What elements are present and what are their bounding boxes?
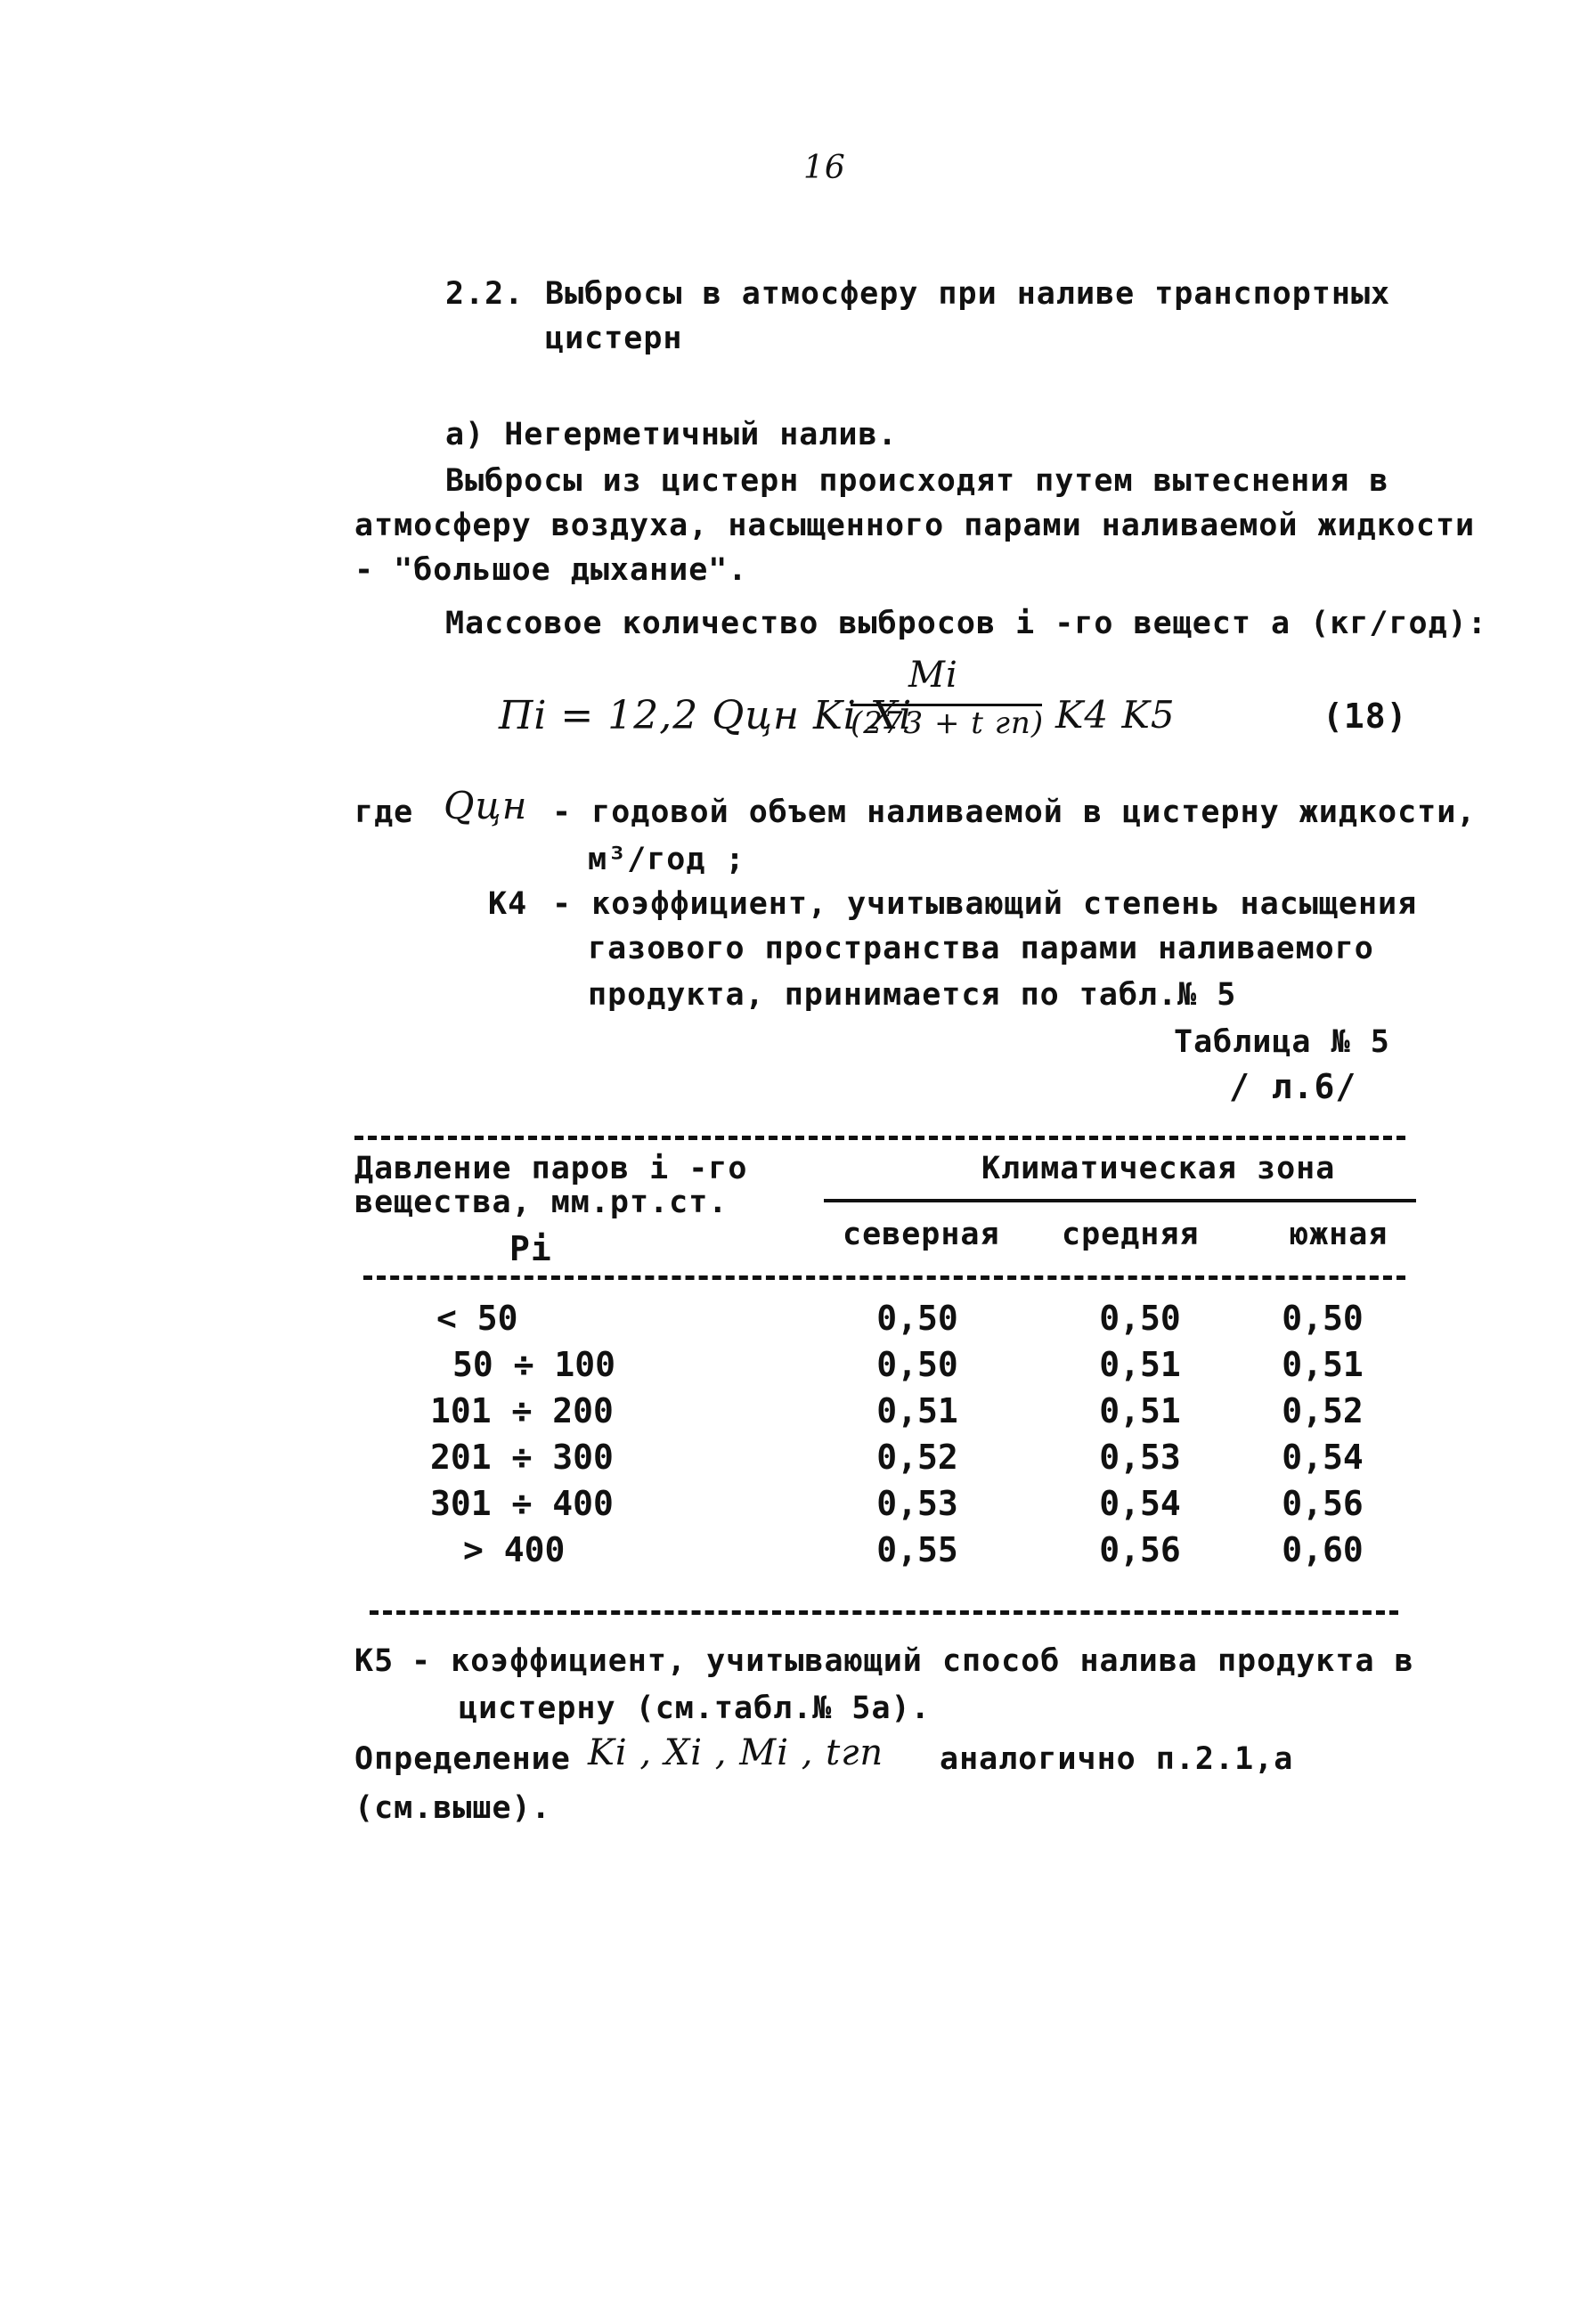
value-south: 0,54: [1282, 1438, 1364, 1477]
col1-header-symbol: Pi: [509, 1229, 552, 1268]
value-north: 0,50: [876, 1345, 958, 1384]
value-north: 0,51: [876, 1391, 958, 1430]
value-north: 0,52: [876, 1438, 958, 1477]
pressure-range: < 50: [436, 1299, 518, 1338]
k5-definition-line1: - коэффициент, учитывающий способ налива продукта в: [411, 1643, 1414, 1679]
q-symbol: Qцн: [444, 784, 528, 827]
where-label: где: [354, 794, 414, 830]
paragraph-line2: атмосферу воздуха, насыщенного парами наливаемой жидкости: [354, 508, 1476, 543]
value-middle: 0,51: [1099, 1391, 1181, 1430]
value-north: 0,53: [876, 1484, 958, 1523]
value-south: 0,60: [1282, 1530, 1364, 1569]
col1-header-line2: вещества, мм.рт.ст.: [354, 1185, 729, 1220]
k4-definition-line2: газового пространства парами наливаемого: [588, 931, 1374, 966]
subsection-heading: а) Негерметичный налив.: [445, 417, 898, 452]
formula-tail: K4 K5: [1055, 693, 1176, 737]
table-caption: Таблица № 5: [1174, 1024, 1390, 1060]
definition-symbols: Ki , Xi , Mi , tгп: [588, 1732, 884, 1773]
paragraph-line3: - "большое дыхание".: [354, 552, 748, 588]
mass-quantity-line: Массовое количество выбросов i -го вещест а (кг/год):: [445, 606, 1487, 641]
formula-lhs: Пi = 12,2 Qцн Ki Xi: [499, 693, 913, 738]
zone-south: южная: [1290, 1217, 1388, 1252]
table-header-rule: [363, 1275, 1405, 1280]
value-middle: 0,50: [1099, 1299, 1181, 1338]
formula-denominator: (273 + t гп): [851, 705, 1045, 741]
value-north: 0,55: [876, 1530, 958, 1569]
section-number: 2.2.: [445, 276, 525, 312]
pressure-range: 201 ÷ 300: [430, 1438, 614, 1477]
k5-symbol: K5: [354, 1643, 395, 1679]
value-south: 0,50: [1282, 1299, 1364, 1338]
pressure-range: 50 ÷ 100: [452, 1345, 616, 1384]
group-header-rule: [824, 1199, 1416, 1202]
k5-definition-line2: цистерну (см.табл.№ 5а).: [459, 1691, 931, 1726]
section-title-line1: Выбросы в атмосферу при наливе транспортных: [545, 276, 1391, 312]
value-south: 0,52: [1282, 1391, 1364, 1430]
table-top-rule: [354, 1136, 1405, 1140]
k4-definition-line3: продукта, принимается по табл.№ 5: [588, 977, 1237, 1013]
paragraph-line1: Выбросы из цистерн происходят путем вытеснения в: [445, 463, 1389, 499]
pressure-range: 101 ÷ 200: [430, 1391, 614, 1430]
zone-middle: средняя: [1062, 1217, 1200, 1252]
pressure-range: > 400: [463, 1530, 566, 1569]
definition-prefix: Определение: [354, 1741, 571, 1777]
value-middle: 0,54: [1099, 1484, 1181, 1523]
q-definition-line1: - годовой объем наливаемой в цистерну жидкости,: [552, 794, 1477, 830]
definition-line2: (см.выше).: [354, 1790, 551, 1826]
group-header-climate-zone: Климатическая зона: [981, 1151, 1336, 1186]
value-south: 0,56: [1282, 1484, 1364, 1523]
formula-numerator: Mi: [908, 655, 958, 696]
q-definition-line2: м³/год ;: [588, 842, 745, 877]
section-title-line2: цистерн: [545, 321, 683, 356]
table-bottom-rule: [370, 1610, 1398, 1615]
value-middle: 0,56: [1099, 1530, 1181, 1569]
value-north: 0,50: [876, 1299, 958, 1338]
definition-suffix: аналогично п.2.1,а: [940, 1741, 1294, 1777]
value-south: 0,51: [1282, 1345, 1364, 1384]
page-number: 16: [803, 150, 846, 186]
value-middle: 0,51: [1099, 1345, 1181, 1384]
col1-header-line1: Давление паров i -го: [354, 1151, 748, 1186]
k4-definition-line1: - коэффициент, учитывающий степень насыщения: [552, 886, 1418, 922]
formula-number: (18): [1323, 697, 1408, 736]
value-middle: 0,53: [1099, 1438, 1181, 1477]
table-source: / л.6/: [1229, 1067, 1357, 1106]
pressure-range: 301 ÷ 400: [430, 1484, 614, 1523]
zone-north: северная: [843, 1217, 1000, 1252]
k4-symbol: K4: [488, 886, 528, 922]
